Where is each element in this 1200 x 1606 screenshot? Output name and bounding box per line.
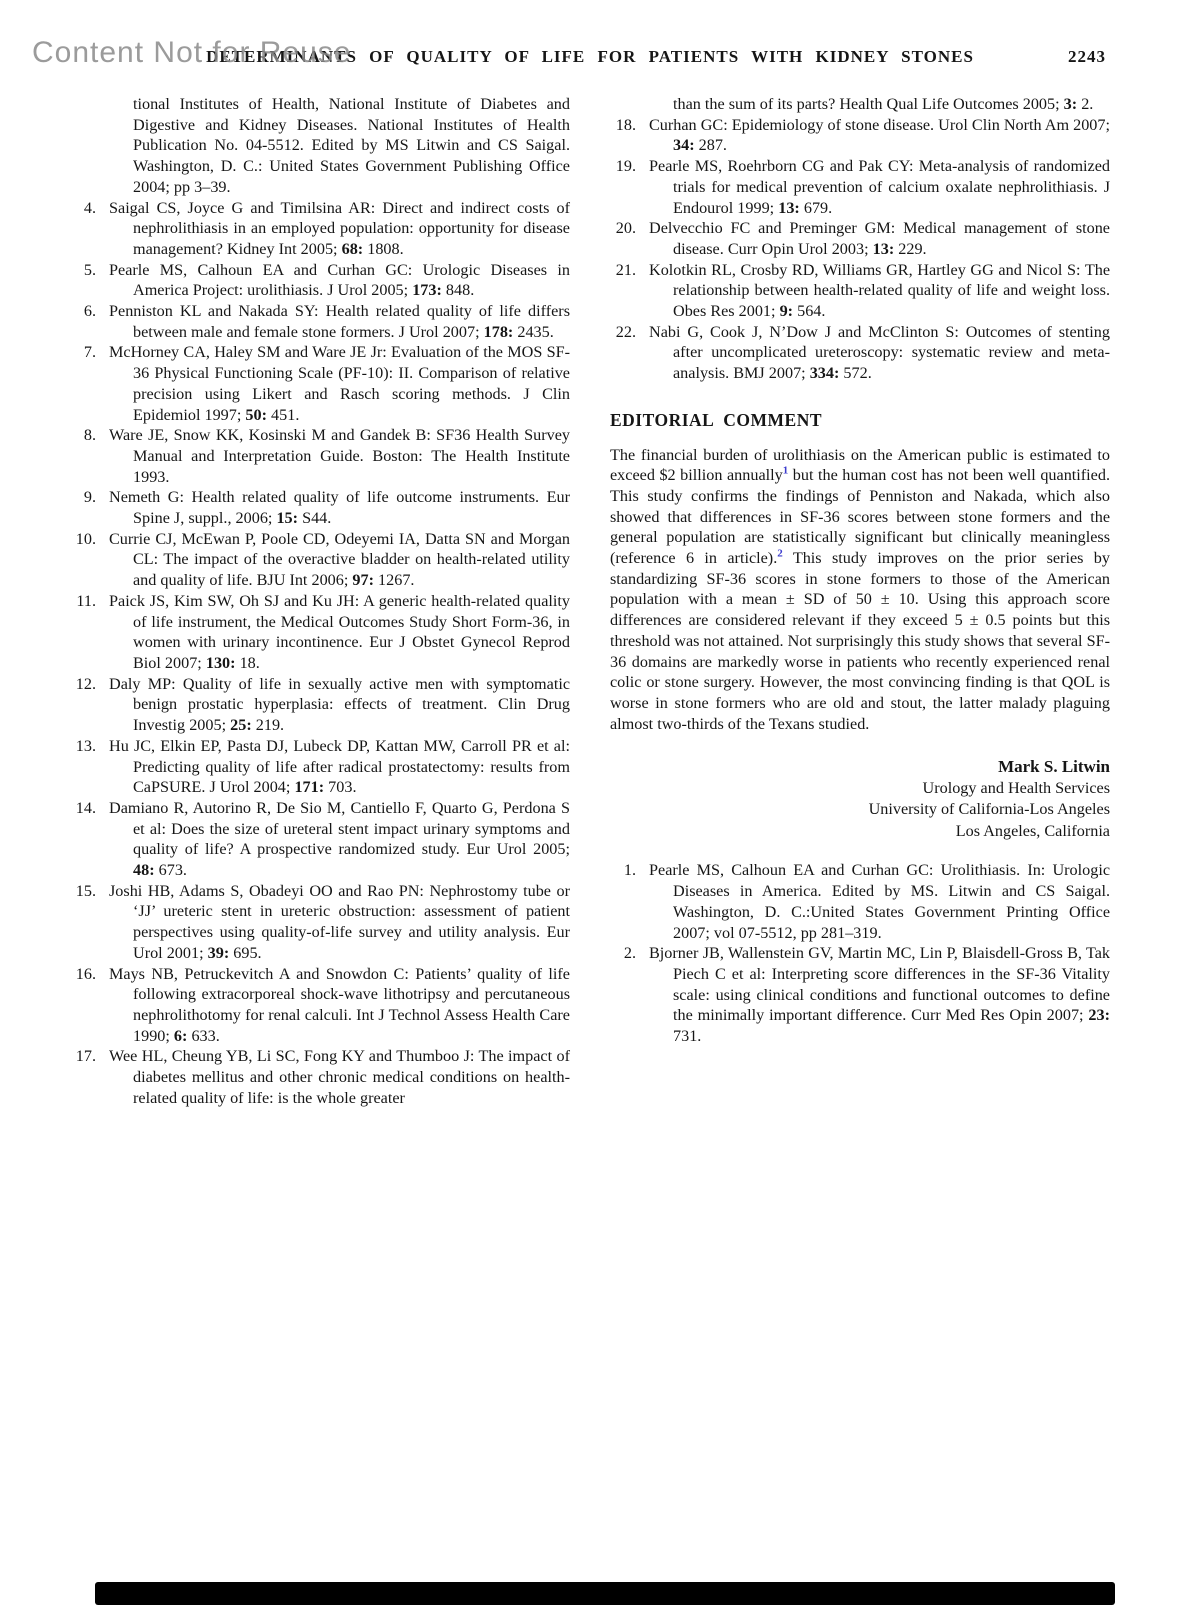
two-column-body	[70, 94, 1110, 1108]
references-column-left	[70, 94, 570, 1108]
reference-number: 15.	[75, 881, 96, 900]
reference-number: 17.	[75, 1047, 96, 1066]
reference-item	[70, 1046, 570, 1108]
reference-number: 2.	[623, 944, 636, 963]
references-list-right	[610, 115, 1110, 384]
watermark: Content Not for Reuse	[32, 36, 352, 69]
reference-continuation: than the sum of its parts? Health Qual Life Outcomes 2005; 3: 2.	[673, 95, 1094, 113]
reference-item	[70, 881, 570, 964]
running-head	[70, 47, 1110, 67]
affiliation-line: Los Angeles, California	[955, 821, 1110, 840]
reference-item	[70, 198, 570, 260]
reference-text: Mays NB, Petruckevitch A and Snowdon C: Patients’ quality of life following extracorporeal shock-wave lithotripsy and percutaneous nephrolithotomy for renal calculi. Int J Technol Assess Health Care 1990; 6: 633.	[109, 964, 570, 1045]
reference-text: Wee HL, Cheung YB, Li SC, Fong KY and Thumboo J: The impact of diabetes mellitus and other chronic medical conditions on health-related quality of life: is the whole greater	[109, 1047, 570, 1107]
reference-number: 16.	[75, 964, 96, 983]
reference-item	[70, 591, 570, 674]
reference-number: 9.	[83, 488, 96, 507]
reference-number: 18.	[615, 115, 636, 134]
reference-number: 10.	[75, 529, 96, 548]
reference-item	[70, 260, 570, 301]
reference-text: Daly MP: Quality of life in sexually active men with symptomatic benign prostatic hyperplasia: effects of treatment. Clin Drug Investig 2005; 25: 219.	[109, 674, 570, 735]
reference-item	[610, 115, 1110, 156]
reference-item	[610, 260, 1110, 322]
editorial-author-affiliation	[610, 778, 1110, 843]
running-head-title: DETERMINANTS OF QUALITY OF LIFE FOR PATIENTS WITH KIDNEY STONES	[206, 47, 974, 66]
reference-number: 4.	[83, 198, 96, 217]
reference-number: 20.	[615, 219, 636, 238]
reference-item	[70, 425, 570, 487]
reference-item	[610, 218, 1110, 259]
reference-text: Paick JS, Kim SW, Oh SJ and Ku JH: A generic health-related quality of life instrument, the Medical Outcomes Study Short Form-36, in women with urinary incontinence. Eur J Obstet Gynecol Reprod Biol 2007; 130: 18.	[109, 591, 570, 672]
reference-text: Saigal CS, Joyce G and Timilsina AR: Direct and indirect costs of nephrolithiasis in an employed population: opportunity for disease management? Kidney Int 2005; 68: 1808.	[109, 198, 570, 258]
reference-text: Joshi HB, Adams S, Obadeyi OO and Rao PN: Nephrostomy tube or ‘JJ’ ureteric stent in ureteric obstruction: assessment of patient perspectives using quality-of-life survey and utility analysis. Eur Urol 2001; 39: 695.	[109, 881, 570, 962]
reference-number: 6.	[83, 302, 96, 321]
reference-item	[610, 156, 1110, 218]
reference-number: 21.	[615, 260, 636, 279]
reference-number: 8.	[83, 426, 96, 445]
page-number: 2243	[1068, 47, 1106, 66]
reference-number: 22.	[615, 322, 636, 341]
references-list-left	[70, 198, 570, 1109]
reference-text: Pearle MS, Calhoun EA and Curhan GC: Urologic Diseases in America Project: urolithiasis. J Urol 2005; 173: 848.	[109, 260, 570, 300]
editorial-comment-heading: EDITORIAL COMMENT	[610, 409, 823, 430]
reference-item	[70, 674, 570, 736]
citation-link[interactable]: 1	[782, 464, 789, 477]
reference-text: Hu JC, Elkin EP, Pasta DJ, Lubeck DP, Kattan MW, Carroll PR et al: Predicting quality of life after radical prostatectomy: results from CaPSURE. J Urol 2004; 171: 703.	[109, 736, 570, 797]
reference-item	[70, 798, 570, 881]
reference-number: 11.	[76, 591, 96, 610]
editorial-reference-item	[610, 860, 1110, 943]
reference-text: Damiano R, Autorino R, De Sio M, Cantiello F, Quarto G, Perdona S et al: Does the size of ureteral stent impact urinary symptoms and quality of life? A prospective randomized study. Eur Urol 2005; 48: 673.	[109, 798, 570, 880]
reference-item	[70, 529, 570, 591]
reference-text: Curhan GC: Epidemiology of stone disease. Urol Clin North Am 2007; 34: 287.	[649, 115, 1110, 155]
redaction-bar	[95, 1582, 1115, 1605]
editorial-signature	[610, 756, 1110, 842]
reference-text: McHorney CA, Haley SM and Ware JE Jr: Evaluation of the MOS SF-36 Physical Functioning Scale (PF-10): II. Comparison of relative precision using Likert and Rasch scoring methods. J Clin Epidemiol 1997; 50: 451.	[109, 343, 570, 424]
editorial-comment-body: The financial burden of urolithiasis on the American public is estimated to exceed $2 billion annually$^1$ but the human cost has not been well quantified. This study confirms the findings of Penniston and Nakada, which also showed that differences in SF-36 scores between stone formers and the general population are statistically significant but clinically meaningless (reference 6 in article).$^2$ This study improves on the prior series by standardizing SF-36 scores in stone formers to those of the American population with a mean ± SD of 50 ± 10. Using this approach score differences are considered relevant if they exceed 5 ± 0.5 points but this threshold was not attained. Not surprisingly this study shows that several SF-36 domains are markedly worse in patients who recently experienced renal colic or stone surgery. However, the most convincing finding is that QOL is worse in stone formers who are old and stout, the latter malady plaguing almost two-thirds of the Texans studied.	[610, 445, 1110, 733]
reference-text: Delvecchio FC and Preminger GM: Medical management of stone disease. Curr Opin Urol 2003; 13: 229.	[649, 219, 1110, 258]
reference-number: 14.	[75, 798, 96, 817]
reference-item	[70, 736, 570, 798]
reference-text: Nabi G, Cook J, N’Dow J and McClinton S: Outcomes of stenting after uncomplicated ureteroscopy: systematic review and meta-analysis. BMJ 2007; 334: 572.	[649, 322, 1110, 383]
reference-text: Bjorner JB, Wallenstein GV, Martin MC, Lin P, Blaisdell-Gross B, Tak Piech C et al: Interpreting score differences in the SF-36 Vitality scale: using clinical conditions and functional outcomes to define the minimally important difference. Curr Med Res Opin 2007; 23: 731.	[649, 944, 1110, 1046]
reference-text: Kolotkin RL, Crosby RD, Williams GR, Hartley GG and Nicol S: The relationship between health-related quality of life and weight loss. Obes Res 2001; 9: 564.	[649, 260, 1110, 321]
reference-continuation: tional Institutes of Health, National Institute of Diabetes and Digestive and Kidney Diseases. National Institutes of Health Publication No. 04-5512. Edited by MS Litwin and CS Saigal. Washington, D. C.: United States Government Publishing Office 2004; pp 3–39.	[133, 95, 570, 196]
reference-item	[70, 301, 570, 342]
affiliation-line: Urology and Health Services	[922, 778, 1110, 797]
reference-number: 19.	[615, 157, 636, 176]
citation-link[interactable]: 2	[777, 547, 783, 560]
reference-number: 12.	[75, 674, 96, 693]
reference-text: Ware JE, Snow KK, Kosinski M and Gandek B: SF36 Health Survey Manual and Interpretation Guide. Boston: The Health Institute 1993.	[109, 426, 570, 486]
reference-text: Currie CJ, McEwan P, Poole CD, Odeyemi IA, Datta SN and Morgan CL: The impact of the overactive bladder on health-related utility and quality of life. BJU Int 2006; 97: 1267.	[109, 529, 570, 590]
reference-number: 13.	[75, 736, 96, 755]
reference-item	[70, 964, 570, 1047]
reference-text: Pearle MS, Roehrborn CG and Pak CY: Meta-analysis of randomized trials for medical prevention of calcium oxalate nephrolithiasis. J Endourol 1999; 13: 679.	[649, 157, 1110, 217]
reference-text: Pearle MS, Calhoun EA and Curhan GC: Urolithiasis. In: Urologic Diseases in America. Edited by MS. Litwin and CS Saigal. Washington, D. C.:United States Government Printing Office 2007; vol 07-5512, pp 281–319.	[649, 861, 1110, 942]
affiliation-line: University of California-Los Angeles	[868, 800, 1110, 819]
reference-number: 5.	[83, 260, 96, 279]
reference-text: Nemeth G: Health related quality of life outcome instruments. Eur Spine J, suppl., 2006; 15: S44.	[109, 488, 570, 528]
reference-number: 7.	[83, 343, 96, 362]
reference-number: 1.	[623, 861, 636, 880]
right-column	[610, 94, 1110, 1108]
reference-item	[70, 342, 570, 425]
editorial-author-name: Mark S. Litwin	[998, 757, 1110, 777]
editorial-references	[610, 860, 1110, 1046]
editorial-reference-item	[610, 943, 1110, 1047]
reference-text: Penniston KL and Nakada SY: Health related quality of life differs between male and female stone formers. J Urol 2007; 178: 2435.	[109, 302, 570, 341]
reference-item	[70, 487, 570, 528]
reference-item	[610, 322, 1110, 384]
